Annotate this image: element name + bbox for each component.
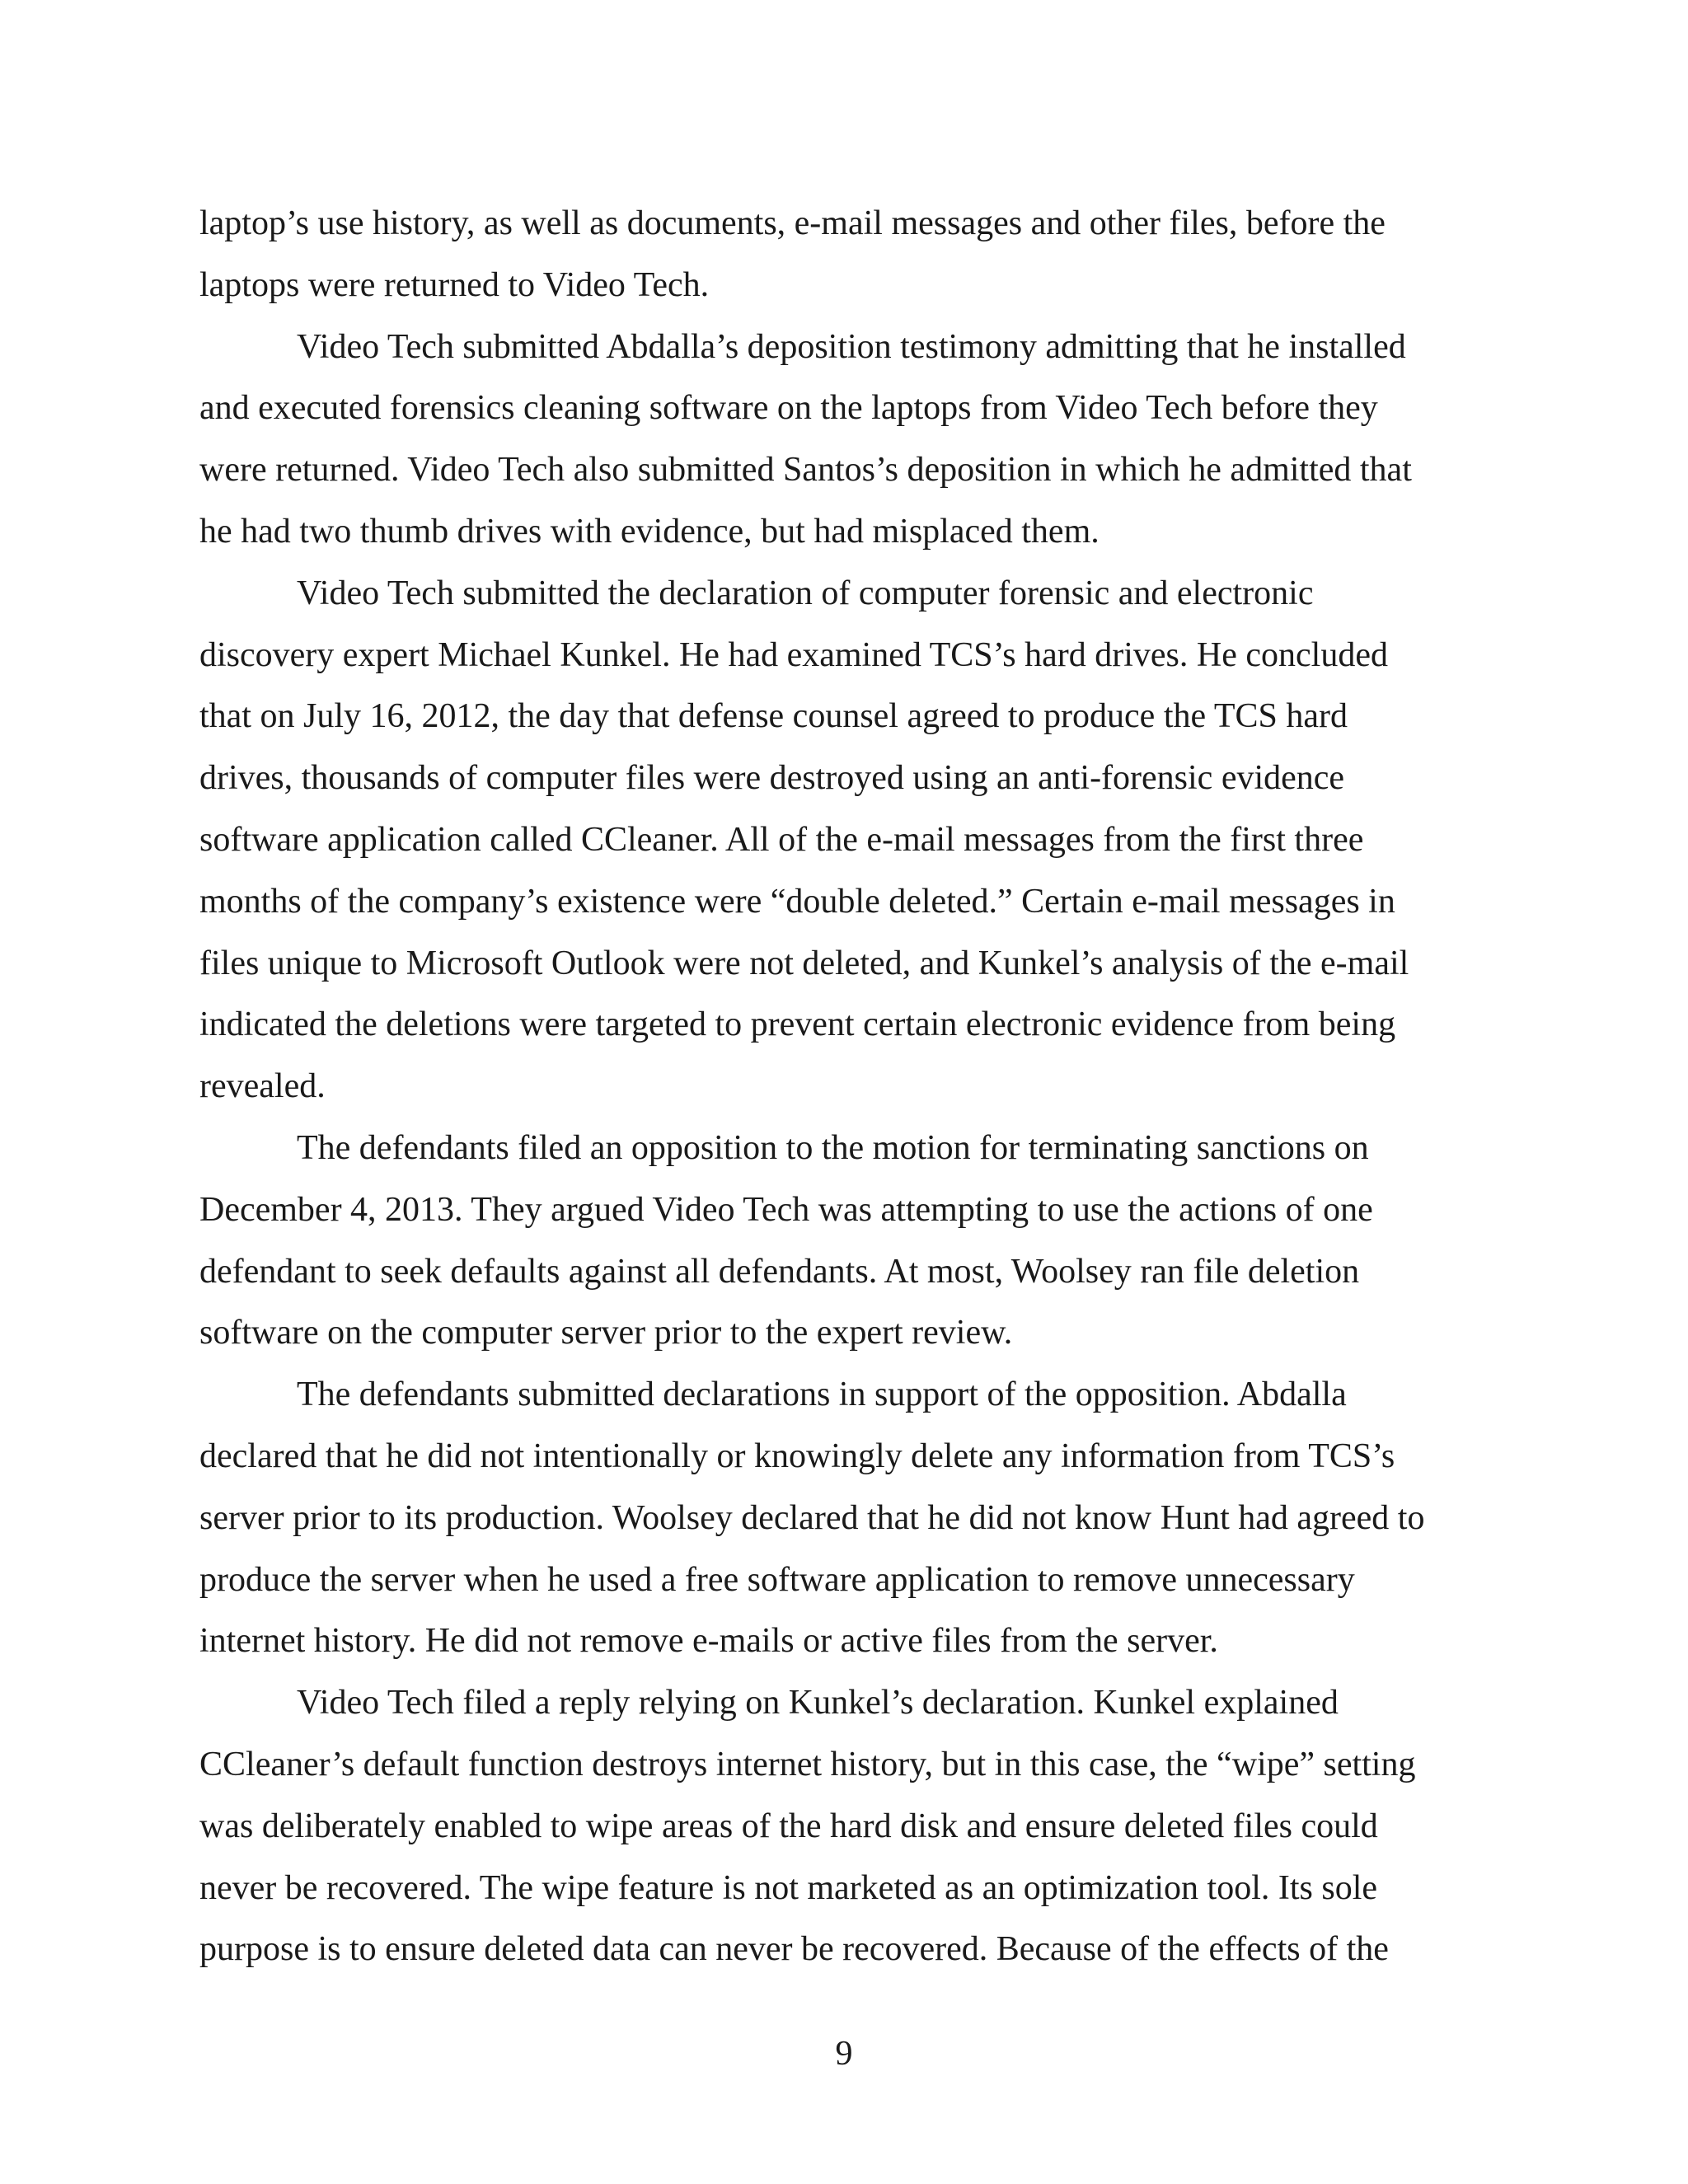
document-body — [199, 193, 1485, 1980]
text-line: were returned. Video Tech also submitted Santos’s deposition in which he admitted that — [199, 451, 1412, 490]
text-line: discovery expert Michael Kunkel. He had examined TCS’s hard drives. He concluded — [199, 635, 1388, 674]
paragraph — [199, 1364, 1485, 1672]
text-line: The defendants filed an opposition to the motion for terminating sanctions on — [297, 1128, 1369, 1167]
text-line: CCleaner’s default function destroys internet history, but in this case, the “wipe” setting — [199, 1745, 1416, 1783]
text-line: never be recovered. The wipe feature is not marketed as an optimization tool. Its sole — [199, 1868, 1378, 1907]
text-line: software on the computer server prior to the expert review. — [199, 1314, 1013, 1352]
text-line: files unique to Microsoft Outlook were not deleted, and Kunkel’s analysis of the e-mail — [199, 944, 1409, 982]
text-line: was deliberately enabled to wipe areas of the hard disk and ensure deleted files could — [199, 1807, 1378, 1845]
text-line: laptop’s use history, as well as documents, e-mail messages and other files, before the — [199, 204, 1386, 242]
text-line: software application called CCleaner. All of the e-mail messages from the first three — [199, 820, 1364, 859]
paragraph — [199, 563, 1485, 1118]
paragraph — [199, 1118, 1485, 1364]
page-number: 9 — [835, 2035, 853, 2073]
text-line: December 4, 2013. They argued Video Tech was attempting to use the actions of one — [199, 1190, 1373, 1229]
text-line: defendant to seek defaults against all defendants. At most, Woolsey ran file deletion — [199, 1252, 1360, 1291]
text-line: internet history. He did not remove e-mails or active files from the server. — [199, 1622, 1218, 1661]
paragraph — [199, 1672, 1485, 1980]
text-line: produce the server when he used a free software application to remove unnecessary — [199, 1560, 1355, 1599]
text-line: drives, thousands of computer files were destroyed using an anti-forensic evidence — [199, 759, 1345, 798]
text-line: that on July 16, 2012, the day that defense counsel agreed to produce the TCS hard — [199, 697, 1348, 736]
text-line: Video Tech submitted Abdalla’s deposition testimony admitting that he installed — [297, 327, 1406, 366]
text-line: months of the company’s existence were “double deleted.” Certain e-mail messages in — [199, 882, 1395, 921]
text-line: he had two thumb drives with evidence, but had misplaced them. — [199, 512, 1100, 551]
text-line: laptops were returned to Video Tech. — [199, 265, 710, 304]
text-line: declared that he did not intentionally or knowingly delete any information from TCS’s — [199, 1436, 1395, 1475]
paragraph — [199, 316, 1485, 563]
paragraph — [199, 193, 1485, 316]
text-line: server prior to its production. Woolsey declared that he did not know Hunt had agreed to — [199, 1498, 1425, 1537]
text-line: The defendants submitted declarations in support of the opposition. Abdalla — [297, 1376, 1347, 1414]
text-line: and executed forensics cleaning software on the laptops from Video Tech before they — [199, 389, 1378, 428]
text-line: revealed. — [199, 1067, 326, 1106]
text-line: indicated the deletions were targeted to prevent certain electronic evidence from being — [199, 1005, 1396, 1044]
text-line: purpose is to ensure deleted data can never be recovered. Because of the effects of the — [199, 1930, 1389, 1969]
text-line: Video Tech filed a reply relying on Kunkel’s declaration. Kunkel explained — [297, 1684, 1339, 1722]
text-line: Video Tech submitted the declaration of computer forensic and electronic — [297, 574, 1314, 612]
